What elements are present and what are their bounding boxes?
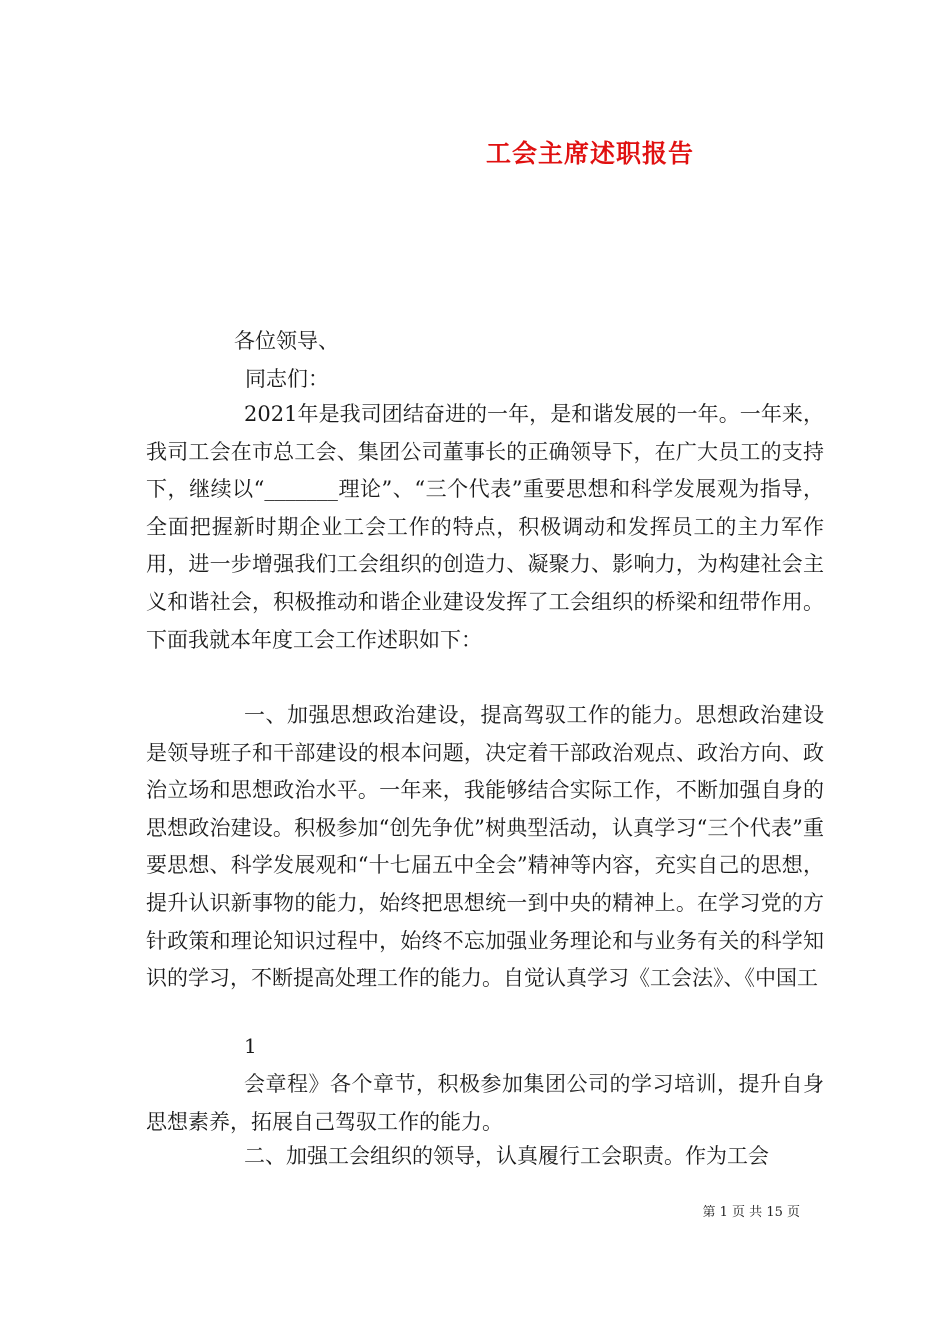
salutation-leaders: 各位领导、 (234, 329, 339, 353)
paragraph-section-2: 二、加强工会组织的领导，认真履行工会职责。作为工会 (244, 1144, 769, 1168)
paragraph-section-1: 一、加强思想政治建设，提高驾驭工作的能力。思想政治建设是领导班子和干部建设的根本问题，决定着干部政治观点、政治方向、政治立场和思想政治水平。一年来，我能够结合实际工作，不断加强自身的思想政治建设。积极参加“创先争优”树典型活动，认真学习“三个代表”重要思想、科学发展观和“十七届五中全会”精神等内容，充实自己的思想，提升认识新事物的能力，始终把思想统一到中央的精神上。在学习党的方针政策和理论知识过程中，始终不忘加强业务理论和与业务有关的科学知识的学习，不断提高处理工作的能力。自觉认真学习《工会法》、《中国工 (146, 703, 824, 991)
page-footer: 第 1 页 共 15 页 (702, 1205, 800, 1220)
paragraph-section-1-continued: 会章程》各个章节，积极参加集团公司的学习培训，提升自身思想素养，拓展自己驾驭工作的能力。 (146, 1072, 824, 1134)
paragraph-intro: 2021年是我司团结奋进的一年，是和谐发展的一年。一年来，我司工会在市总工会、集团公司董事长的正确领导下，在广大员工的支持下，继续以“_______理论”、“三个代表”重要思想和科学发展观为指导，全面把握新时期企业工会工作的特点，积极调动和发挥员工的主力军作用，进一步增强我们工会组织的创造力、凝聚力、影响力，为构建社会主义和谐社会，积极推动和谐企业建设发挥了工会组织的桥梁和纽带作用。下面我就本年度工会工作述职如下： (146, 402, 824, 652)
inline-page-number: 1 (244, 1034, 257, 1058)
document-title: 工会主席述职报告 (485, 139, 694, 168)
salutation-comrades: 同志们： (245, 367, 329, 391)
